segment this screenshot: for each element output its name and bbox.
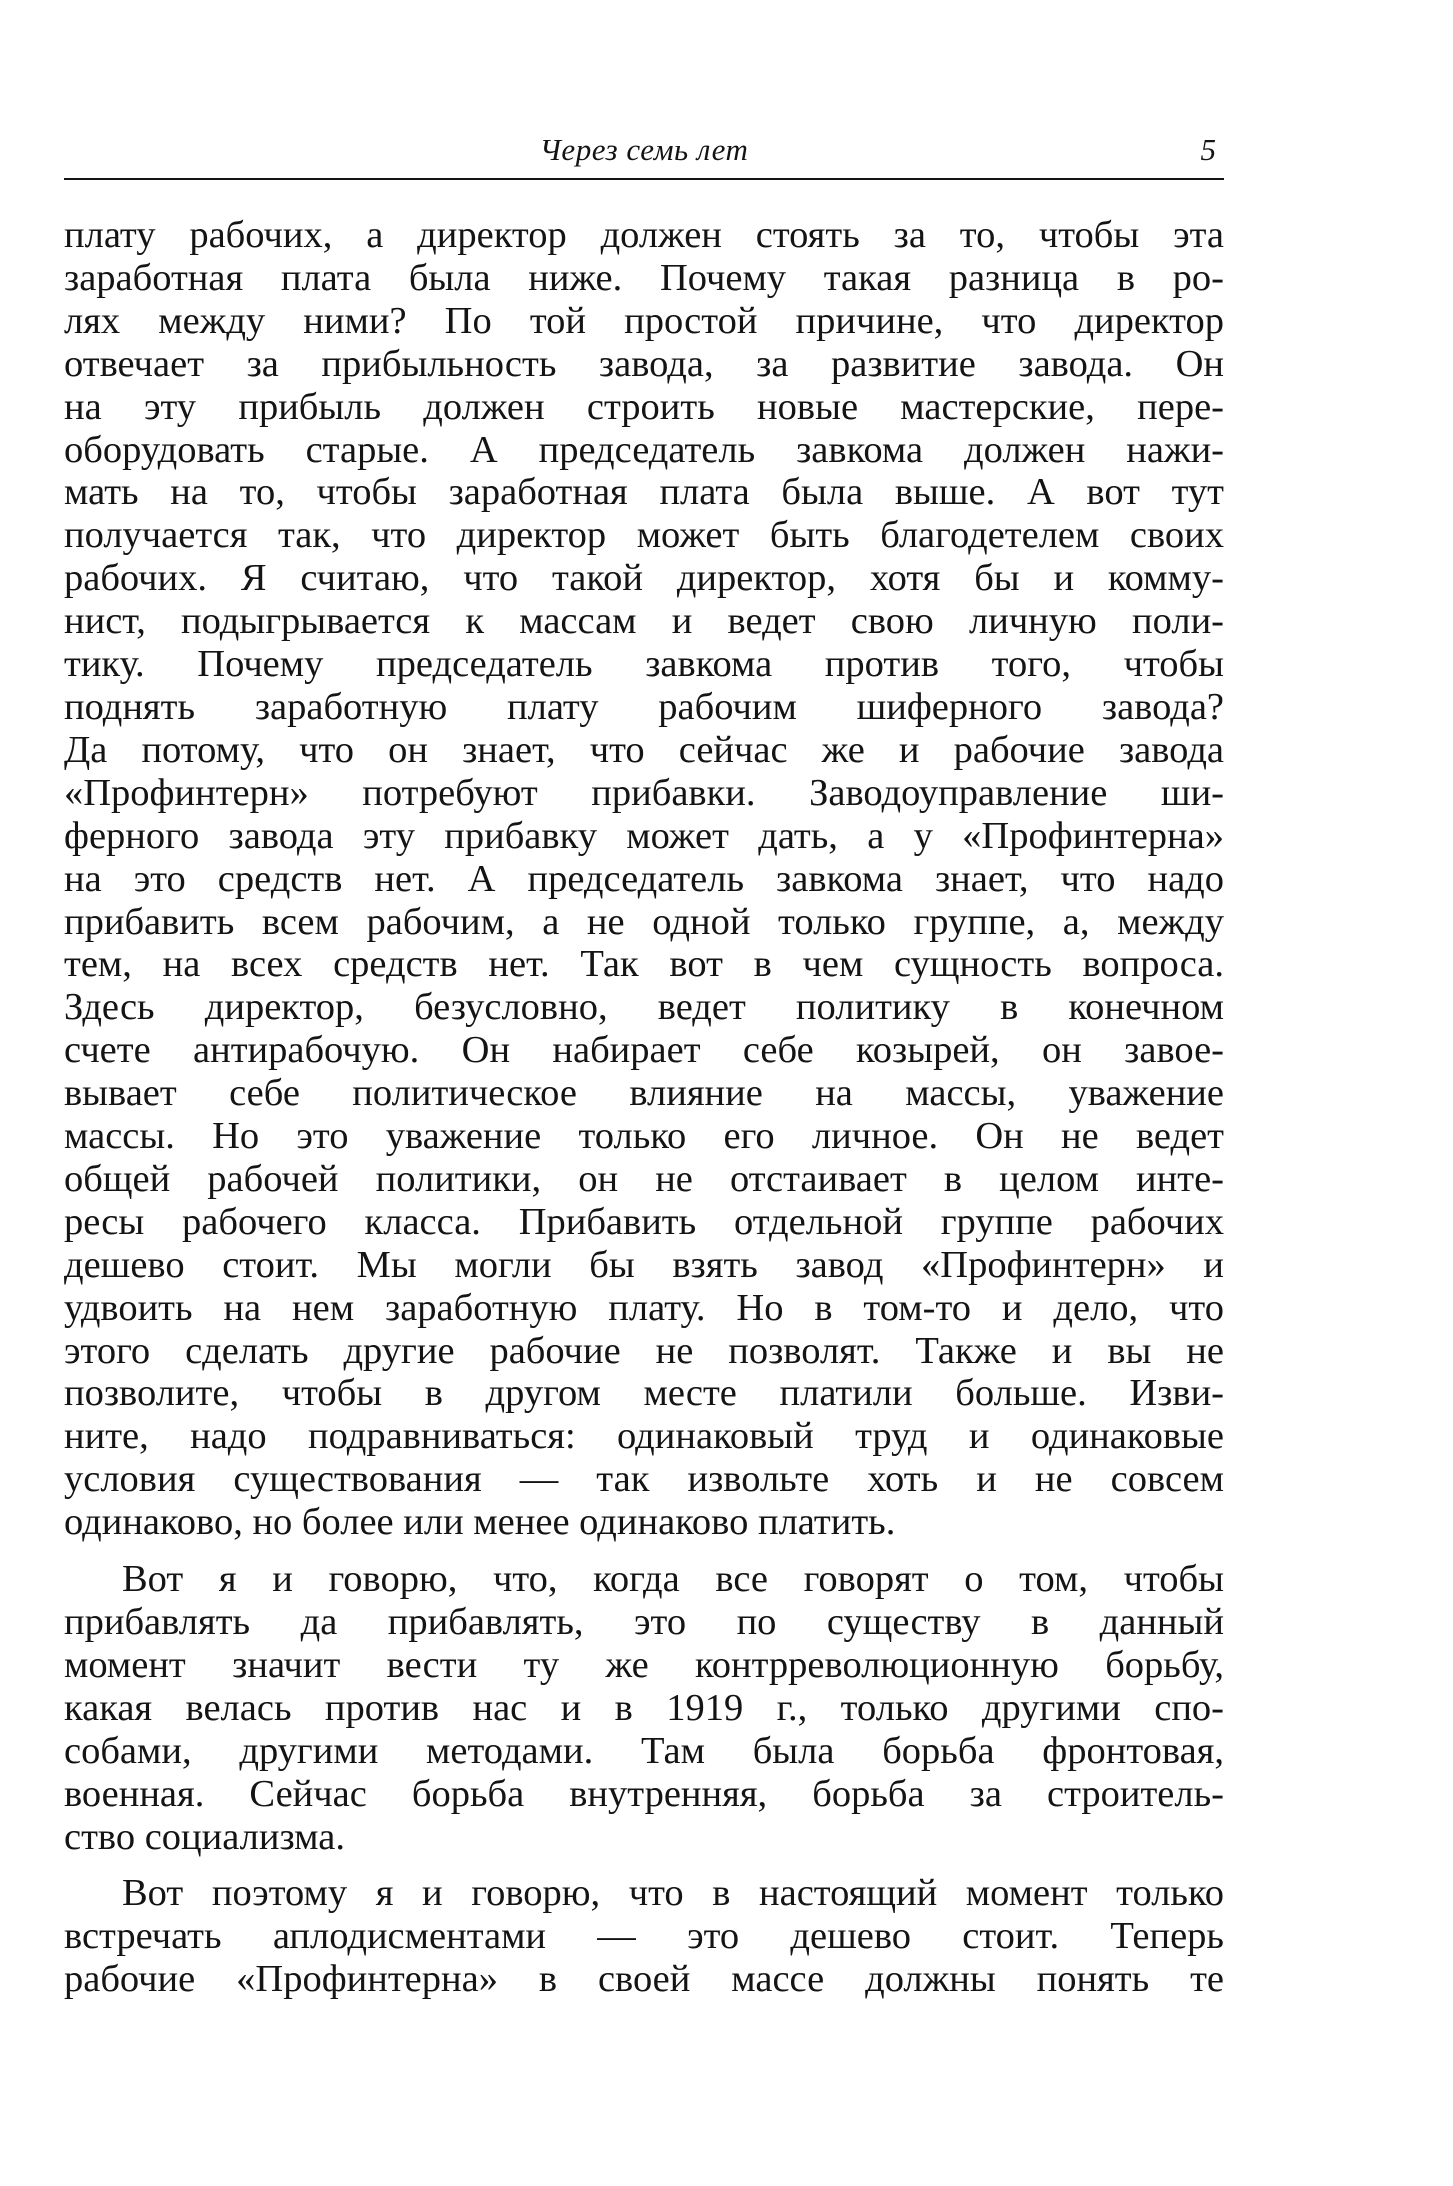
text-line: ресы рабочего класса. Прибавить отдельной группе рабочих (64, 1200, 1224, 1243)
text-line: Да потому, что он знает, что сейчас же и рабочие завода (64, 728, 1224, 771)
text-line: тем, на всех средств нет. Так вот в чем сущность вопроса. (64, 943, 1224, 986)
paragraph-1 (64, 214, 1224, 1544)
paragraph-3 (64, 1872, 1224, 2001)
text-line: собами, другими методами. Там была борьба фронтовая, (64, 1729, 1224, 1772)
text-line: военная. Сейчас борьба внутренняя, борьба за строитель- (64, 1772, 1224, 1815)
text-line: «Профинтерн» потребуют прибавки. Заводоуправление ши- (64, 771, 1224, 814)
text-line: ните, надо подравниваться: одинаковый труд и одинаковые (64, 1415, 1224, 1458)
text-line: прибавлять да прибавлять, это по существу в данный (64, 1601, 1224, 1643)
page-number: 5 (1200, 132, 1216, 167)
running-title: Через семь лет (539, 132, 749, 167)
text-line: нист, подыгрывается к массам и ведет свою личную поли- (64, 600, 1224, 643)
text-line: этого сделать другие рабочие не позволят. Также и вы не (64, 1329, 1224, 1372)
text-line: момент значит вести ту же контрреволюционную борьбу, (64, 1643, 1224, 1686)
text-line: лях между ними? По той простой причине, что директор (64, 299, 1224, 342)
text-line: встречать аплодисментами — это дешево стоит. Теперь (64, 1915, 1224, 1958)
text-line: позволите, чтобы в другом месте платили больше. Изви- (64, 1372, 1224, 1415)
text-line: условия существования — так извольте хоть и не совсем (64, 1458, 1224, 1501)
text-line: ство социализма. (64, 1815, 345, 1858)
text-line: Вот я и говорю, что, когда все говорят о том, чтобы (122, 1558, 1224, 1601)
text-line: на эту прибыль должен строить новые мастерские, пере- (64, 385, 1224, 428)
text-line: общей рабочей политики, он не отстаивает в целом инте- (64, 1157, 1224, 1200)
text-line: какая велась против нас и в 1919 г., только другими спо- (64, 1686, 1224, 1729)
text-line: получается так, что директор может быть благодетелем своих (64, 514, 1224, 557)
text-line: прибавить всем рабочим, а не одной только группе, а, между (64, 900, 1224, 943)
text-line: рабочие «Профинтерна» в своей массе должны понять те (64, 1958, 1224, 2001)
text-line: заработная плата была ниже. Почему такая разница в ро- (64, 256, 1224, 299)
text-line: удвоить на нем заработную плату. Но в том-то и дело, что (64, 1286, 1224, 1329)
text-line: плату рабочих, а директор должен стоять за то, чтобы эта (64, 214, 1224, 256)
text-line: массы. Но это уважение только его личное. Он не ведет (64, 1115, 1224, 1158)
text-line: мать на то, чтобы заработная плата была выше. А вот тут (64, 471, 1224, 514)
text-line: вывает себе политическое влияние на массы, уважение (64, 1072, 1224, 1115)
paragraph-2 (64, 1558, 1224, 1858)
text-line: дешево стоит. Мы могли бы взять завод «Профинтерн» и (64, 1243, 1224, 1286)
text-line: ферного завода эту прибавку может дать, а у «Профинтерна» (64, 814, 1224, 857)
text-line: одинаково, но более или менее одинаково платить. (64, 1501, 896, 1544)
text-line: счете антирабочую. Он набирает себе козырей, он завое- (64, 1029, 1224, 1072)
text-line: Здесь директор, безусловно, ведет политику в конечном (64, 986, 1224, 1029)
header-rule (64, 178, 1224, 180)
text-line: Вот поэтому я и говорю, что в настоящий момент только (122, 1872, 1224, 1915)
book-page (64, 128, 1224, 2001)
page-header (64, 128, 1224, 178)
text-line: тику. Почему председатель завкома против того, чтобы (64, 643, 1224, 686)
body-text (64, 214, 1224, 2001)
text-line: рабочих. Я считаю, что такой директор, хотя бы и комму- (64, 557, 1224, 600)
text-line: отвечает за прибыльность завода, за развитие завода. Он (64, 342, 1224, 385)
text-line: поднять заработную плату рабочим шиферного завода? (64, 685, 1224, 728)
text-line: оборудовать старые. А председатель завкома должен нажи- (64, 428, 1224, 471)
text-line: на это средств нет. А председатель завкома знает, что надо (64, 857, 1224, 900)
